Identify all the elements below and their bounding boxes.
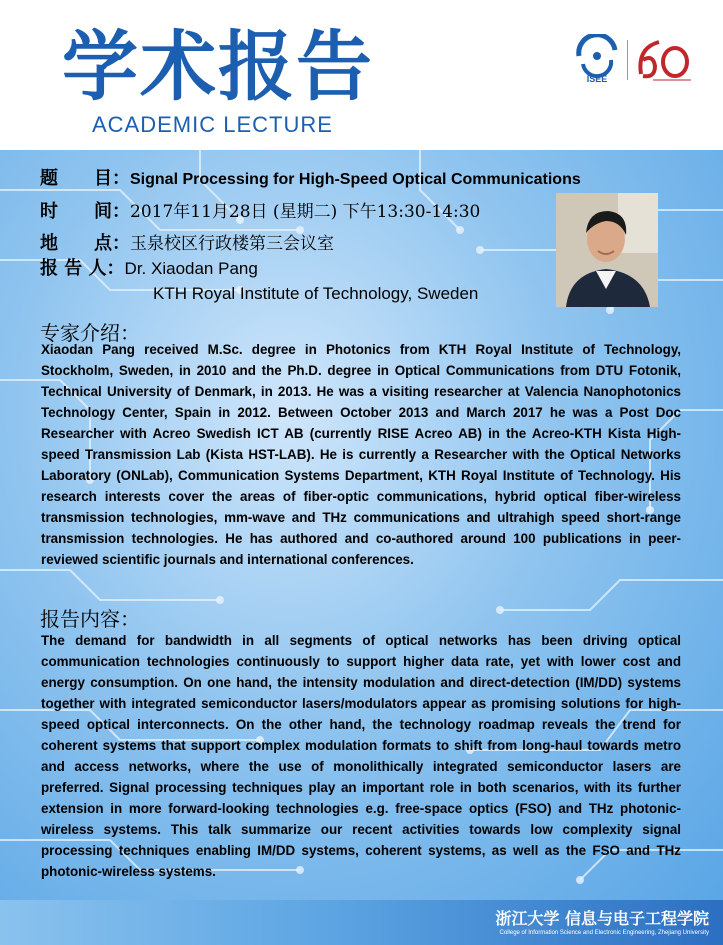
header <box>0 0 723 150</box>
footer-school-en: College of Information Science and Electronic Engineering, Zhejiang University <box>499 930 709 936</box>
footer <box>0 900 723 945</box>
isee-logo-icon <box>573 34 621 86</box>
place-row <box>40 233 334 255</box>
place-value: 玉泉校区行政楼第三会议室 <box>130 234 334 254</box>
abstract-heading: 报告内容： <box>40 607 140 631</box>
time-value: 2017年11月28日 (星期二) 下午13:30-14:30 <box>130 202 481 222</box>
logo-divider <box>627 40 628 80</box>
speaker-row <box>40 258 258 280</box>
bio-text: Xiaodan Pang received M.Sc. degree in Photonics from KTH Royal Institute of Technology, Stockholm, Sweden, in 2010 and the Ph.D. degree in Optical Communications from DTU Fotonik, Technical University of Denmark, in 2013. He was a visiting researcher at Valencia Nanophotonics Technology Center, Spain in 2012. Between October 2013 and March 2017 he was a Post Doc Researcher with Acreo Swedish ICT AB (currently RISE Acreo AB) in the Acreo-KTH Kista High-speed Transmission Lab (Kista HST-LAB). He is currently a Researcher with the Optical Networks Laboratory (ONLab), Communication Systems Department, KTH Royal Institute of Technology. His research interests cover the areas of fiber-optic communications, hybrid optical fiber-wireless transmission technologies, mm-wave and THz communications and ultrahigh speed short-range transmission technologies. He has authored and co-authored around 100 publications in peer-reviewed scientific journals and international conferences. <box>41 342 681 567</box>
speaker-label: 报 告 人： <box>40 258 125 279</box>
footer-school-cn: 浙江大学 信息与电子工程学院 <box>495 909 709 928</box>
speaker-photo <box>556 193 658 307</box>
time-row <box>40 201 480 223</box>
place-label: 地 点： <box>40 233 130 254</box>
abstract-text: The demand for bandwidth in all segments of optical networks has been driving optical communication technologies continuously to support higher data rate, yet with lower cost and energy consumption. On one hand, the intensity modulation and direct-detection (IM/DD) systems together with integrated semiconductor lasers/modulators appear as promising solutions for high-speed optical interconnects. On the other hand, the technology roadmap reveals the trend for coherent systems that support complex modulation formats to shift from long-haul towards metro and access networks, where the use of monolithically integrated semiconductor lasers are preferred. Signal processing techniques play an important role in both scenarios, with its further extension in more forward-looking technologies e.g. free-space optics (FSO) and THz photonic-wireless systems. This talk summarize our recent activities towards low complexity signal processing techniques enabling IM/DD systems, coherent systems, as well as the FSO and THz photonic-wireless systems. <box>41 633 681 879</box>
isee-logo-label: ISEE <box>586 74 608 84</box>
logos <box>573 34 695 86</box>
speaker-name: Dr. Xiaodan Pang <box>124 259 258 278</box>
topic-row <box>40 168 581 191</box>
anniversary-logo-icon <box>633 34 695 86</box>
topic-label: 题 目： <box>40 168 130 189</box>
speaker-affiliation-row <box>153 283 478 305</box>
topic-value: Signal Processing for High-Speed Optical Communications <box>130 171 581 188</box>
page-subtitle: ACADEMIC LECTURE <box>92 112 333 137</box>
speaker-affiliation: KTH Royal Institute of Technology, Sweden <box>153 284 479 303</box>
speaker-portrait-icon <box>556 193 658 307</box>
bio-heading: 专家介绍： <box>40 321 140 345</box>
page-title: 学术报告 <box>62 22 374 111</box>
time-label: 时 间： <box>40 201 130 222</box>
